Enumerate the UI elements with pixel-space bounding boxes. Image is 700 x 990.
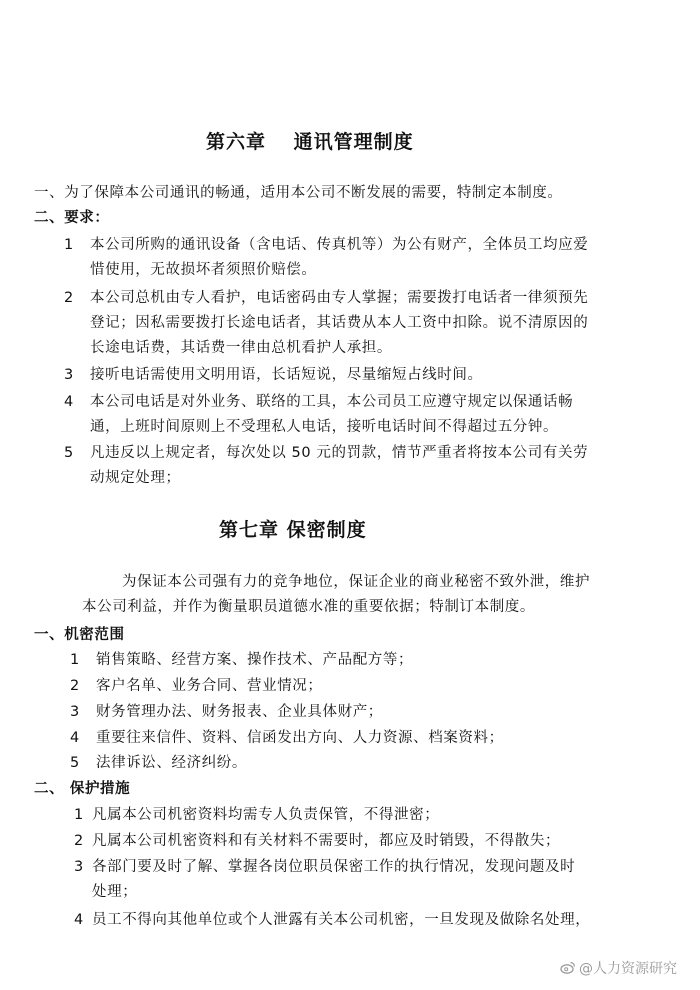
item-text-line: 本公司总机由专人看护，电话密码由专人掌握；需要拨打电话者一律须预先: [90, 290, 589, 306]
chapter6-intro: 一、为了保障本公司通讯的畅通，适用本公司不断发展的需要，特制定本制度。: [34, 185, 563, 201]
measure-number: 2: [74, 833, 84, 849]
chapter6-title: 第六章 通讯管理制度: [206, 131, 414, 153]
scope-item: 销售策略、经营方案、操作技术、产品配方等；: [96, 652, 414, 668]
measure-text-line: 员工不得向其他单位或个人泄露有关本公司机密，一旦发现及做除名处理，: [92, 912, 591, 928]
watermark-text: @人力资源研究: [579, 961, 677, 977]
scope-number: 5: [70, 755, 80, 771]
chapter7-section2-heading: 二、 保护措施: [34, 781, 131, 797]
item-text-line: 动规定处理；: [90, 470, 181, 486]
item-number: 3: [64, 367, 74, 383]
chapter7-intro-line: 本公司利益，并作为衡量职员道德水准的重要依据；特制订本制度。: [82, 599, 535, 615]
item-text-line: 本公司电话是对外业务、联络的工具，本公司员工应遵守规定以保通话畅: [90, 394, 574, 410]
scope-item: 财务管理办法、财务报表、企业具体财产；: [96, 704, 383, 720]
item-text-line: 通，上班时间原则上不受理私人电话，接听电话时间不得超过五分钟。: [90, 419, 559, 435]
measure-text-line: 凡属本公司机密资料和有关材料不需要时，都应及时销毁，不得散失；: [92, 833, 561, 849]
scope-number: 1: [70, 652, 80, 668]
chapter6-section2-heading: 二、要求：: [34, 210, 110, 226]
weibo-icon: [560, 960, 576, 978]
scope-item: 客户名单、业务合同、营业情况；: [96, 678, 323, 694]
item-text-line: 长途电话费，其话费一律由总机看护人承担。: [90, 340, 392, 356]
scope-item: 重要往来信件、资料、信函发出方向、人力资源、档案资料；: [96, 730, 504, 746]
scope-number: 2: [70, 678, 80, 694]
item-text-line: 登记；因私需要拨打长途电话者，其话费从本人工资中扣除。说不清原因的: [90, 315, 589, 331]
item-text-line: 本公司所购的通讯设备（含电话、传真机等）为公有财产，全体员工均应爱: [90, 237, 589, 253]
scope-item: 法律诉讼、经济纠纷。: [96, 755, 247, 771]
measure-number: 1: [74, 807, 84, 823]
scope-number: 4: [70, 730, 80, 746]
chapter7-intro-line: 为保证本公司强有力的竞争地位，保证企业的商业秘密不致外泄，维护: [122, 574, 591, 590]
scope-number: 3: [70, 704, 80, 720]
item-text-line: 惜使用，无故损坏者须照价赔偿。: [90, 262, 317, 278]
measure-text-line: 各部门要及时了解、掌握各岗位职员保密工作的执行情况，发现问题及时: [92, 859, 576, 875]
item-text-line: 接听电话需使用文明用语，长话短说，尽量缩短占线时间。: [90, 367, 483, 383]
watermark: [560, 958, 677, 978]
chapter7-section1-heading: 一、机密范围: [34, 627, 125, 643]
chapter7-title: 第七章 保密制度: [219, 519, 367, 541]
measure-text-line: 处理；: [92, 884, 138, 900]
item-number: 2: [64, 290, 74, 306]
item-number: 4: [64, 394, 74, 410]
item-number: 5: [64, 445, 74, 461]
measure-number: 4: [74, 912, 84, 928]
measure-number: 3: [74, 859, 84, 875]
measure-text-line: 凡属本公司机密资料均需专人负责保管，不得泄密；: [92, 807, 440, 823]
item-number: 1: [64, 237, 74, 253]
item-text-line: 凡违反以上规定者，每次处以 50 元的罚款，情节严重者将按本公司有关劳: [90, 445, 589, 461]
